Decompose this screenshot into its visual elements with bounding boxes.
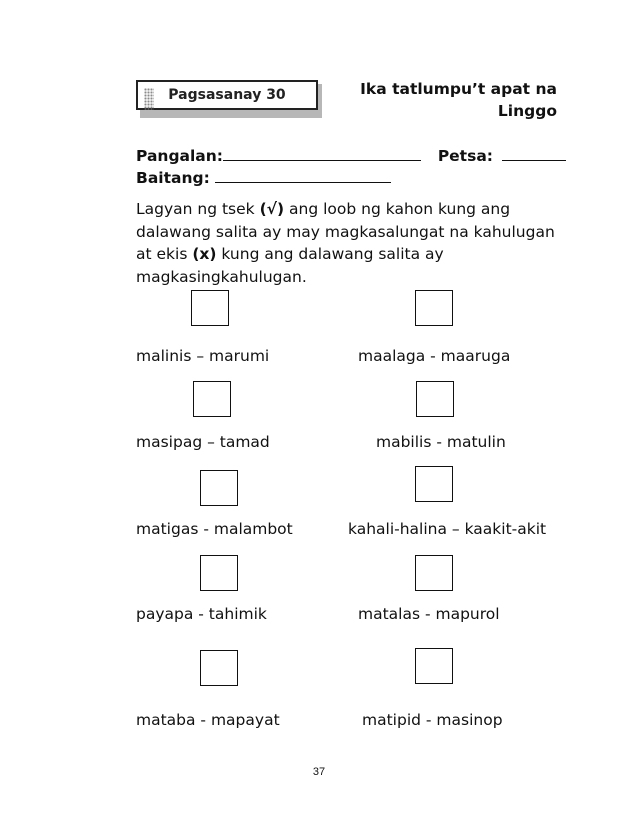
word-pair-3-right: kahali-halina – kaakit-akit: [348, 520, 547, 538]
answer-box-4-right[interactable]: [415, 555, 453, 591]
x-mark: (x): [192, 245, 217, 263]
word-pair-4-left: payapa - tahimik: [136, 605, 267, 623]
week-heading: [340, 78, 557, 122]
word-pair-1-left: malinis – marumi: [136, 347, 270, 365]
answer-box-1-left[interactable]: [191, 290, 229, 326]
answer-box-3-right[interactable]: [415, 466, 453, 502]
answer-box-5-right[interactable]: [415, 648, 453, 684]
word-pair-5-right: matipid - masinop: [362, 711, 503, 729]
answer-box-4-left[interactable]: [200, 555, 238, 591]
date-label: Petsa:: [437, 147, 493, 165]
word-pair-3-left: matigas - malambot: [136, 520, 293, 538]
exercise-badge-label: Pagsasanay 30: [168, 87, 286, 103]
instructions-part3: kung ang dalawang salita ay magkasingkahulugan.: [136, 245, 444, 286]
grade-field: [136, 168, 391, 187]
word-pair-2-left: masipag – tamad: [136, 433, 270, 451]
answer-box-5-left[interactable]: [200, 650, 238, 686]
grade-label: Baitang:: [136, 169, 210, 187]
check-mark: (√): [259, 200, 285, 218]
grade-blank[interactable]: [215, 168, 391, 183]
answer-box-3-left[interactable]: [200, 470, 238, 506]
word-pair-5-left: mataba - mapayat: [136, 711, 280, 729]
name-label: Pangalan:: [136, 147, 223, 165]
word-pair-2-right: mabilis - matulin: [376, 433, 506, 451]
date-blank[interactable]: [502, 146, 566, 161]
word-pair-4-right: matalas - mapurol: [358, 605, 500, 623]
name-blank[interactable]: [223, 146, 421, 161]
word-pair-1-right: maalaga - maaruga: [358, 347, 511, 365]
week-heading-line2: Linggo: [497, 102, 557, 120]
page-number: 37: [312, 766, 326, 778]
instructions-part1: Lagyan ng tsek: [136, 200, 260, 218]
exercise-badge: [136, 80, 318, 110]
badge-dot-pattern: [144, 88, 154, 110]
instructions: [136, 198, 566, 288]
answer-box-1-right[interactable]: [415, 290, 453, 326]
answer-box-2-left[interactable]: [193, 381, 231, 417]
name-field: [136, 146, 566, 165]
instructions-part2: ang loob ng kahon kung ang dalawang salita ay may magkasalungat na kahulugan at ekis: [136, 200, 555, 263]
week-heading-line1: Ika tatlumpu’t apat na: [360, 80, 557, 98]
answer-box-2-right[interactable]: [416, 381, 454, 417]
